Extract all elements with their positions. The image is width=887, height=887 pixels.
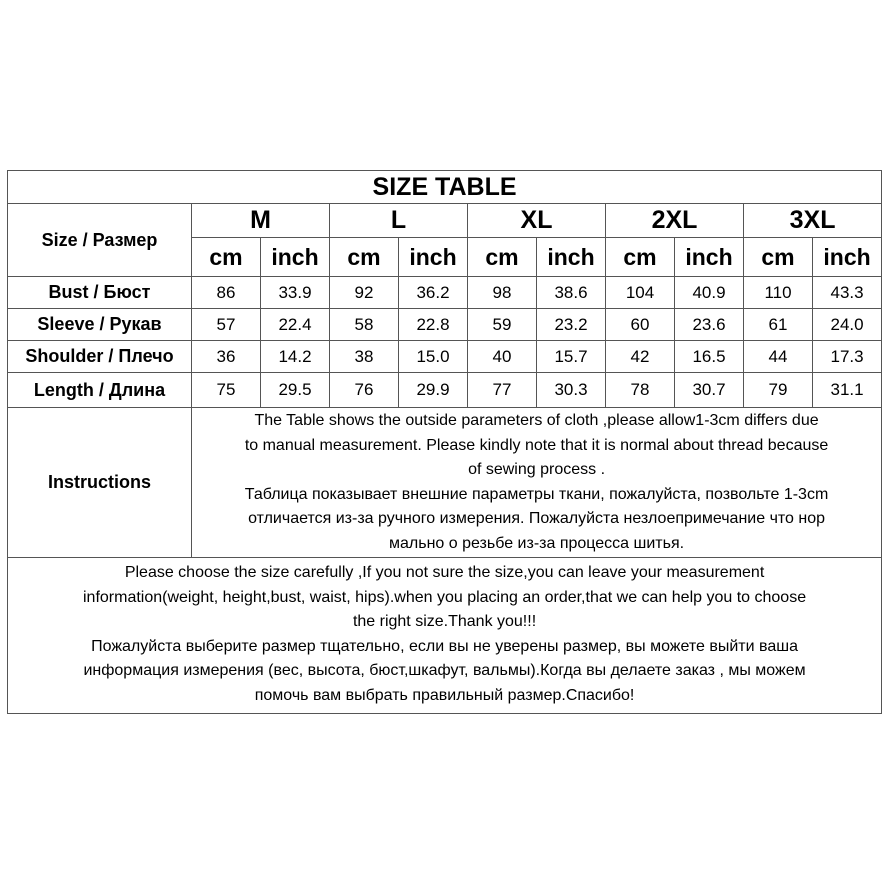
table-row bbox=[8, 373, 882, 408]
size-2xl: 2XL bbox=[606, 204, 744, 238]
row-label-bust: Bust / Бюст bbox=[8, 277, 192, 309]
unit-cm: cm bbox=[468, 238, 537, 277]
value-cell: 92 bbox=[330, 277, 399, 309]
note-line: информация измерения (вес, высота, бюст,шкафут, вальмы).Когда вы делаете заказ , мы можем bbox=[83, 662, 806, 679]
value-cell: 57 bbox=[192, 309, 261, 341]
size-chart bbox=[7, 170, 880, 714]
note-line: помочь вам выбрать правильный размер.Спасибо! bbox=[254, 686, 635, 704]
value-cell: 86 bbox=[192, 277, 261, 309]
value-cell: 15.7 bbox=[537, 341, 606, 373]
unit-cm: cm bbox=[744, 238, 813, 277]
note-line: the right size.Thank you!!! bbox=[352, 613, 537, 630]
unit-inch: inch bbox=[537, 238, 606, 277]
value-cell: 30.7 bbox=[675, 373, 744, 408]
value-cell: 104 bbox=[606, 277, 675, 309]
note-line: information(weight, height,bust, waist, hips).when you placing an order,that we can help you to choose bbox=[83, 588, 807, 606]
size-m: M bbox=[192, 204, 330, 238]
value-cell: 29.9 bbox=[399, 373, 468, 408]
value-cell: 29.5 bbox=[261, 373, 330, 408]
value-cell: 14.2 bbox=[261, 341, 330, 373]
value-cell: 15.0 bbox=[399, 341, 468, 373]
instructions-line: of sewing process . bbox=[468, 461, 606, 478]
instructions-line: to manual measurement. Please kindly note that it is normal about thread because bbox=[244, 436, 829, 454]
value-cell: 43.3 bbox=[813, 277, 882, 309]
value-cell: 23.6 bbox=[675, 309, 744, 341]
value-cell: 40.9 bbox=[675, 277, 744, 309]
note-line: Please choose the size carefully ,If you not sure the size,you can leave your measurement bbox=[124, 564, 765, 581]
table-row bbox=[8, 277, 882, 309]
row-label-length: Length / Длина bbox=[8, 373, 192, 408]
instructions-row bbox=[8, 408, 882, 558]
value-cell: 17.3 bbox=[813, 341, 882, 373]
value-cell: 33.9 bbox=[261, 277, 330, 309]
unit-inch: inch bbox=[813, 238, 882, 277]
unit-cm: cm bbox=[330, 238, 399, 277]
value-cell: 38 bbox=[330, 341, 399, 373]
value-cell: 31.1 bbox=[813, 373, 882, 408]
value-cell: 40 bbox=[468, 341, 537, 373]
unit-inch: inch bbox=[399, 238, 468, 277]
value-cell: 44 bbox=[744, 341, 813, 373]
value-cell: 42 bbox=[606, 341, 675, 373]
value-cell: 22.4 bbox=[261, 309, 330, 341]
instructions-label: Instructions bbox=[8, 408, 192, 558]
instructions-line: Таблица показывает внешние параметры ткани, пожалуйста, позвольте 1-3cm bbox=[244, 485, 829, 503]
value-cell: 76 bbox=[330, 373, 399, 408]
value-cell: 78 bbox=[606, 373, 675, 408]
value-cell: 79 bbox=[744, 373, 813, 408]
value-cell: 22.8 bbox=[399, 309, 468, 341]
value-cell: 24.0 bbox=[813, 309, 882, 341]
row-label-shoulder: Shoulder / Плечо bbox=[8, 341, 192, 373]
instructions-line: The Table shows the outside parameters of cloth ,please allow1-3cm differs due bbox=[254, 412, 819, 429]
unit-inch: inch bbox=[261, 238, 330, 277]
value-cell: 75 bbox=[192, 373, 261, 408]
instructions-text bbox=[192, 408, 882, 558]
value-cell: 98 bbox=[468, 277, 537, 309]
value-cell: 36.2 bbox=[399, 277, 468, 309]
unit-cm: cm bbox=[606, 238, 675, 277]
value-cell: 59 bbox=[468, 309, 537, 341]
row-label-sleeve: Sleeve / Рукав bbox=[8, 309, 192, 341]
value-cell: 77 bbox=[468, 373, 537, 408]
size-3xl: 3XL bbox=[744, 204, 882, 238]
size-table bbox=[7, 170, 882, 714]
size-l: L bbox=[330, 204, 468, 238]
size-choice-note bbox=[8, 558, 882, 714]
value-cell: 58 bbox=[330, 309, 399, 341]
value-cell: 61 bbox=[744, 309, 813, 341]
instructions-line: мально о резьбе из-за процесса шитья. bbox=[389, 534, 685, 552]
note-row bbox=[8, 558, 882, 714]
size-xl: XL bbox=[468, 204, 606, 238]
note-line: Пожалуйста выберите размер тщательно, если вы не уверены размер, вы можете выйти ваша bbox=[91, 637, 798, 655]
table-title: SIZE TABLE bbox=[8, 171, 882, 204]
value-cell: 110 bbox=[744, 277, 813, 309]
unit-cm: cm bbox=[192, 238, 261, 277]
value-cell: 38.6 bbox=[537, 277, 606, 309]
table-row bbox=[8, 309, 882, 341]
instructions-line: отличается из-за ручного измерения. Пожалуйста незлоепримечание что нор bbox=[248, 510, 826, 527]
value-cell: 36 bbox=[192, 341, 261, 373]
value-cell: 60 bbox=[606, 309, 675, 341]
value-cell: 23.2 bbox=[537, 309, 606, 341]
table-row bbox=[8, 341, 882, 373]
unit-inch: inch bbox=[675, 238, 744, 277]
size-header-label: Size / Размер bbox=[8, 204, 192, 277]
value-cell: 16.5 bbox=[675, 341, 744, 373]
value-cell: 30.3 bbox=[537, 373, 606, 408]
